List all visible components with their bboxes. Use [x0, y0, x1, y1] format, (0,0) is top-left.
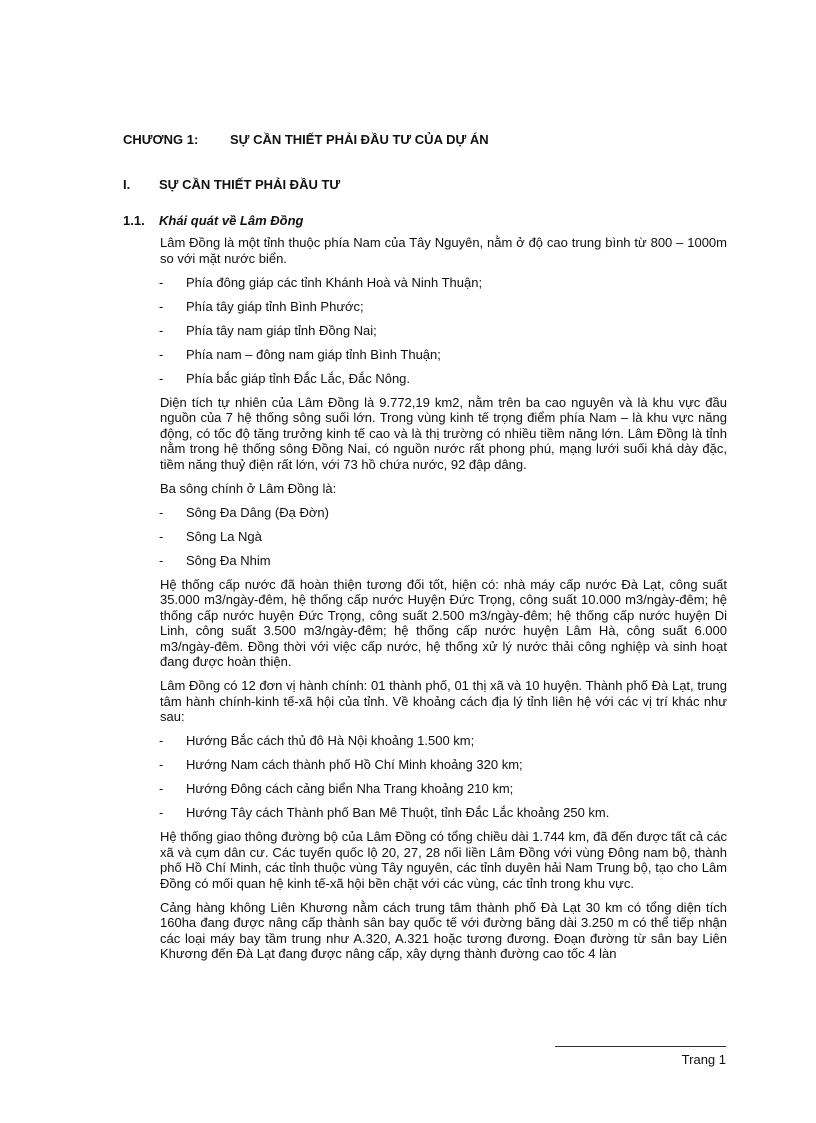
bullet-dash: -	[159, 274, 164, 290]
list-item: - Sông Đa Dâng (Đạ Đờn)	[159, 504, 329, 520]
rivers-intro-paragraph: Ba sông chính ở Lâm Đồng là:	[160, 480, 337, 496]
page-number: Trang 1	[681, 1052, 726, 1067]
subsection-heading	[123, 213, 303, 228]
body-text	[160, 235, 727, 970]
bullet-dash: -	[159, 322, 164, 338]
bullet-dash: -	[159, 552, 164, 568]
list-item: - Phía tây giáp tỉnh Bình Phước;	[159, 298, 364, 314]
distances-list	[160, 733, 727, 821]
airport-paragraph: Cảng hàng không Liên Khương nằm cách trung tâm thành phố Đà Lạt 30 km có tổng diện tích 160ha đang được nâng cấp thành sân bay quốc tế với đường băng dài 3.250 m có thể tiếp nhận các loại máy bay tầm trung như A.320, A.321 hoặc tương đương. Đoạn đường từ sân bay Liên Khương đến Đà Lạt đang được nâng cấp, xây dựng thành đường cao tốc 4 làn	[160, 899, 727, 961]
bullet-dash: -	[159, 298, 164, 314]
list-item: - Hướng Đông cách cảng biển Nha Trang khoảng 210 km;	[159, 781, 514, 796]
bullet-dash: -	[159, 805, 164, 820]
intro-paragraph: Lâm Đồng là một tỉnh thuộc phía Nam của Tây Nguyên, nằm ở độ cao trung bình từ 800 – 1000m so với mặt nước biển.	[160, 235, 727, 266]
list-item: - Sông Đa Nhim	[159, 552, 271, 568]
section-title: SỰ CẦN THIẾT PHẢI ĐẦU TƯ	[159, 177, 341, 192]
admin-paragraph: Lâm Đồng có 12 đơn vị hành chính: 01 thành phố, 01 thị xã và 10 huyện. Thành phố Đà Lạt, trung tâm hành chính-kinh tế-xã hội của tỉnh. Về khoảng cách địa lý tỉnh liên hệ với các vị trí khác như sau:	[160, 678, 727, 724]
chapter-title: SỰ CẦN THIẾT PHẢI ĐẦU TƯ CỦA DỰ ÁN	[230, 132, 489, 147]
list-item: - Hướng Tây cách Thành phố Ban Mê Thuột, tỉnh Đắc Lắc khoảng 250 km.	[159, 805, 610, 820]
rivers-list	[160, 505, 727, 569]
bullet-dash: -	[159, 504, 164, 520]
list-item: - Phía đông giáp các tỉnh Khánh Hoà và Ninh Thuận;	[159, 274, 483, 290]
bullet-dash: -	[159, 528, 164, 544]
list-item: - Phía bắc giáp tỉnh Đắc Lắc, Đắc Nông.	[159, 370, 411, 386]
area-paragraph: Diện tích tự nhiên của Lâm Đồng là 9.772,19 km2, nằm trên ba cao nguyên và là khu vực đầu nguồn của 7 hệ thống sông suối lớn. Trong vùng kinh tế trọng điểm phía Nam – là khu vực năng động, có tốc độ tăng trưởng kinh tế cao và là thị trường có nhiều tiềm năng lớn. Lâm Đồng là tỉnh nằm trong hệ thống sông Đồng Nai, có nguồn nước rất phong phú, mạng lưới suối khá dày đặc, tiềm năng thuỷ điện rất lớn, với 73 hồ chứa nước, 92 đập dâng.	[160, 394, 727, 472]
list-item: - Phía nam – đông nam giáp tỉnh Bình Thuận;	[159, 346, 441, 362]
bullet-dash: -	[159, 370, 164, 386]
bullet-dash: -	[159, 346, 164, 362]
chapter-heading	[123, 132, 489, 147]
section-number: I.	[123, 177, 131, 192]
chapter-number: CHƯƠNG 1:	[123, 132, 199, 147]
subsection-number: 1.1.	[123, 213, 145, 228]
list-item: - Phía tây nam giáp tỉnh Đồng Nai;	[159, 322, 377, 338]
bullet-dash: -	[159, 781, 164, 796]
list-item: - Hướng Nam cách thành phố Hồ Chí Minh khoảng 320 km;	[159, 757, 523, 772]
borders-list	[160, 275, 727, 387]
footer-divider	[555, 1046, 726, 1047]
bullet-dash: -	[159, 733, 164, 748]
roads-paragraph: Hệ thống giao thông đường bộ của Lâm Đồng có tổng chiều dài 1.744 km, đã đến được tất cả các xã và cụm dân cư. Các tuyến quốc lộ 20, 27, 28 nối liền Lâm Đồng với vùng Đông nam bộ, thành phố Hồ Chí Minh, các tỉnh thuộc vùng Tây nguyên, các tỉnh duyên hải Nam Trung bộ, tạo cho Lâm Đồng có mối quan hệ kinh tế-xã hội bền chặt với các vùng, các tỉnh trong khu vực.	[160, 829, 727, 891]
list-item: - Sông La Ngà	[159, 528, 262, 544]
bullet-dash: -	[159, 757, 164, 772]
water-paragraph: Hệ thống cấp nước đã hoàn thiện tương đối tốt, hiện có: nhà máy cấp nước Đà Lạt, công suất 35.000 m3/ngày-đêm, hệ thống cấp nước Huyện Đức Trọng, công suất 10.000 m3/ngày-đêm; hệ thống cấp nước huyện Đức Trọng, công suất 2.500 m3/ngày-đêm; hệ thống cấp nước huyện Di Linh, công suất 3.500 m3/ngày-đêm; hệ thống cấp nước huyện Lâm Hà, công suất 6.000 m3/ngày-đêm. Đồng thời với việc cấp nước, hệ thống xử lý nước thải công nghiệp và sinh hoạt đang được hoàn thiện.	[160, 576, 727, 669]
section-heading	[123, 177, 340, 192]
subsection-title: Khái quát về Lâm Đồng	[159, 213, 304, 228]
list-item: - Hướng Bắc cách thủ đô Hà Nội khoảng 1.500 km;	[159, 733, 475, 748]
